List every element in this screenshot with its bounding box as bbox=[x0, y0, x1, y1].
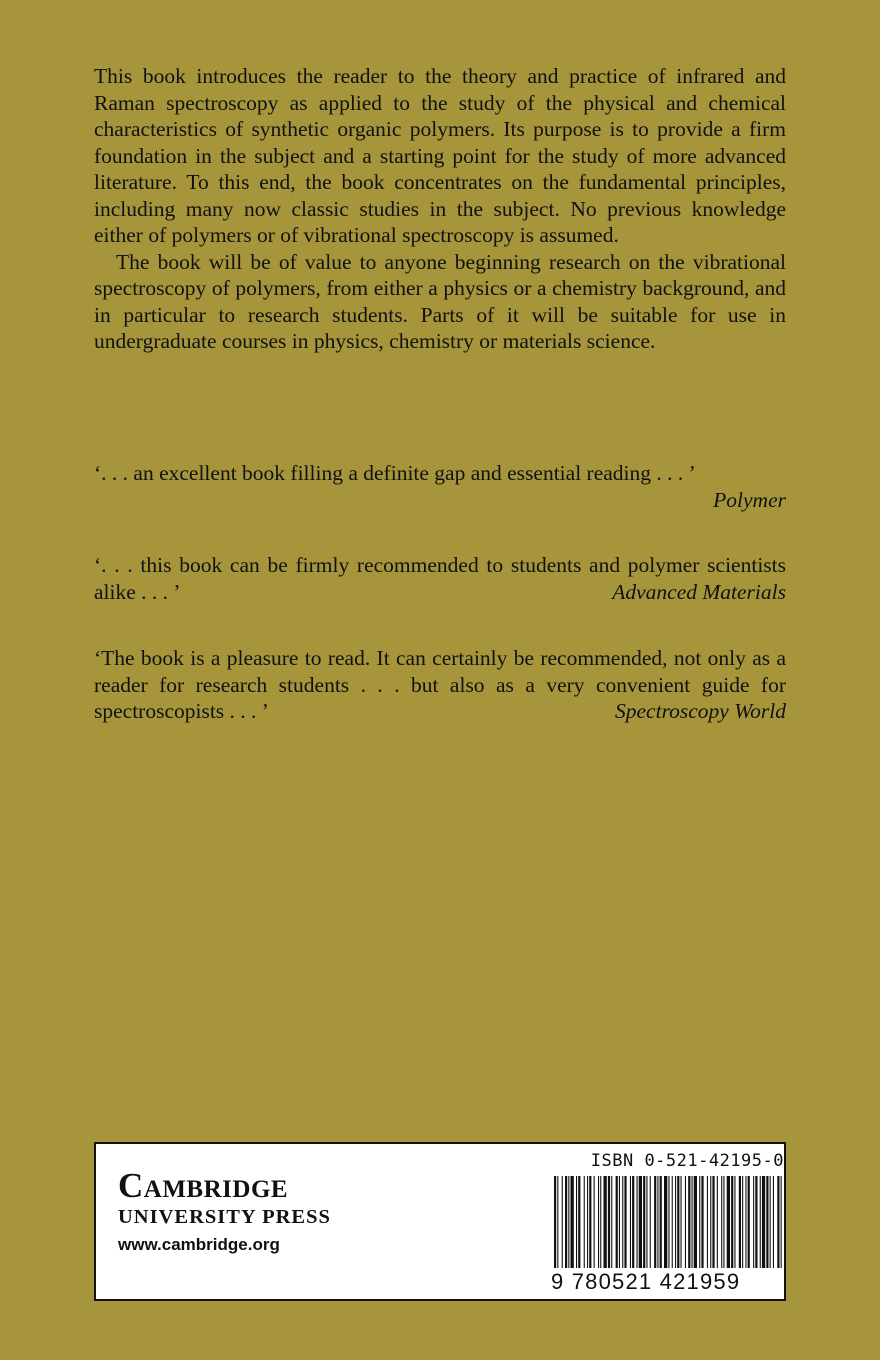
review-quote-source: Polymer bbox=[713, 487, 786, 512]
barcode-bar bbox=[734, 1176, 735, 1268]
book-description bbox=[94, 63, 786, 355]
barcode-bar bbox=[753, 1176, 754, 1268]
description-paragraph-2: The book will be of value to anyone beginning research on the vibrational spectroscopy of polymers, from either a physics or a chemistry background, and in particular to research students. Parts of it will be suitable for use in undergraduate courses in physics, chemistry or materials science. bbox=[94, 249, 786, 353]
barcode-bar bbox=[650, 1176, 651, 1268]
barcode-bar bbox=[672, 1176, 673, 1268]
barcode-bar bbox=[619, 1176, 620, 1268]
barcode-bar bbox=[710, 1176, 711, 1268]
barcode-bar bbox=[781, 1176, 782, 1268]
review-quote-text: ‘. . . an excellent book filling a definite gap and essential reading . . . ’ bbox=[94, 461, 696, 485]
review-quote-text: ‘The book is a pleasure to read. It can certainly be recommended, not only as a reader for research students . . . but also as a very convenient guide for spectroscopists . . . ’ bbox=[94, 646, 786, 723]
barcode-bar bbox=[748, 1176, 750, 1268]
barcode-bar bbox=[576, 1176, 577, 1268]
barcode-bar bbox=[723, 1176, 724, 1268]
barcode-bar bbox=[608, 1176, 610, 1268]
barcode-bar bbox=[681, 1176, 682, 1268]
barcode-bar bbox=[699, 1176, 700, 1268]
barcode-bar bbox=[701, 1176, 703, 1268]
review-quote-1 bbox=[94, 460, 786, 513]
barcode-bar bbox=[639, 1176, 642, 1268]
barcode-bar bbox=[731, 1176, 733, 1268]
barcode-bar bbox=[668, 1176, 669, 1268]
barcode-bar bbox=[611, 1176, 612, 1268]
barcode-bar bbox=[598, 1176, 599, 1268]
publisher-barcode-box bbox=[94, 1142, 786, 1301]
barcode-bar bbox=[777, 1176, 779, 1268]
barcode-bar bbox=[637, 1176, 638, 1268]
barcode-bar bbox=[685, 1176, 686, 1268]
isbn-label: ISBN 0-521-42195-0 bbox=[590, 1151, 784, 1171]
publisher-name: Cambridge bbox=[118, 1166, 289, 1205]
barcode-bar bbox=[600, 1176, 601, 1268]
barcode-digits: 9 780521 421959 bbox=[551, 1269, 741, 1294]
description-paragraph-1: This book introduces the reader to the theory and practice of infrared and Raman spectroscopy as applied to the study of the physical and chemical characteristics of synthetic organic polymers. Its purpose is to provide a firm foundation in the subject and a starting point for the study of more advanced literature. To this end, the book concentrates on the fundamental principles, including many now classic studies in the subject. No previous knowledge either of polymers or of vibrational spectroscopy is assumed. bbox=[94, 64, 786, 247]
barcode-bar bbox=[712, 1176, 714, 1268]
barcode-bar bbox=[766, 1176, 768, 1268]
barcode-bar bbox=[565, 1176, 567, 1268]
barcode-bar bbox=[717, 1176, 718, 1268]
barcode-bar bbox=[657, 1176, 658, 1268]
barcode-bar bbox=[587, 1176, 588, 1268]
review-quote-2 bbox=[94, 552, 786, 605]
barcode-bar bbox=[632, 1176, 634, 1268]
barcode-bar bbox=[630, 1176, 631, 1268]
publisher-block bbox=[118, 1168, 331, 1255]
barcode-bar bbox=[739, 1176, 741, 1268]
review-quote-text: ‘. . . this book can be firmly recommended to students and polymer scientists alike . . . ’ bbox=[94, 553, 786, 604]
barcode-bar bbox=[578, 1176, 580, 1268]
review-quote-3 bbox=[94, 645, 786, 725]
barcode-bar bbox=[677, 1176, 679, 1268]
barcode-bar bbox=[688, 1176, 690, 1268]
barcode-bar bbox=[694, 1176, 697, 1268]
review-quote-source: Spectroscopy World bbox=[615, 699, 786, 723]
publisher-subtitle: UNIVERSITY PRESS bbox=[118, 1206, 331, 1228]
publisher-url: www.cambridge.org bbox=[118, 1235, 280, 1254]
review-quote-source: Advanced Materials bbox=[612, 579, 786, 604]
barcode-bar bbox=[604, 1176, 607, 1268]
barcode-bar bbox=[554, 1176, 556, 1268]
barcode-bar bbox=[584, 1176, 585, 1268]
barcode-bar bbox=[727, 1176, 730, 1268]
barcode-bar bbox=[762, 1176, 765, 1268]
barcode-bar bbox=[646, 1176, 647, 1268]
barcode-bar bbox=[707, 1176, 708, 1268]
barcode-bar bbox=[770, 1176, 771, 1268]
barcode-bar bbox=[643, 1176, 645, 1268]
barcode-bar bbox=[692, 1176, 693, 1268]
barcode-bar bbox=[675, 1176, 676, 1268]
barcode-bar bbox=[755, 1176, 757, 1268]
barcode-bar bbox=[594, 1176, 595, 1268]
barcode-bar bbox=[721, 1176, 722, 1268]
barcode-bar bbox=[654, 1176, 656, 1268]
barcode-bar bbox=[742, 1176, 743, 1268]
barcode-bar bbox=[622, 1176, 623, 1268]
barcode-bar bbox=[624, 1176, 626, 1268]
barcode-bar bbox=[571, 1176, 574, 1268]
barcode-bar bbox=[773, 1176, 774, 1268]
barcode-bar bbox=[589, 1176, 591, 1268]
barcode-bar bbox=[568, 1176, 569, 1268]
barcode-bar bbox=[616, 1176, 618, 1268]
barcode-bar bbox=[562, 1176, 563, 1268]
barcode-bar bbox=[557, 1176, 558, 1268]
barcode-bar bbox=[745, 1176, 746, 1268]
barcode-bar bbox=[760, 1176, 761, 1268]
barcode-bar bbox=[664, 1176, 667, 1268]
barcode-bar bbox=[660, 1176, 662, 1268]
